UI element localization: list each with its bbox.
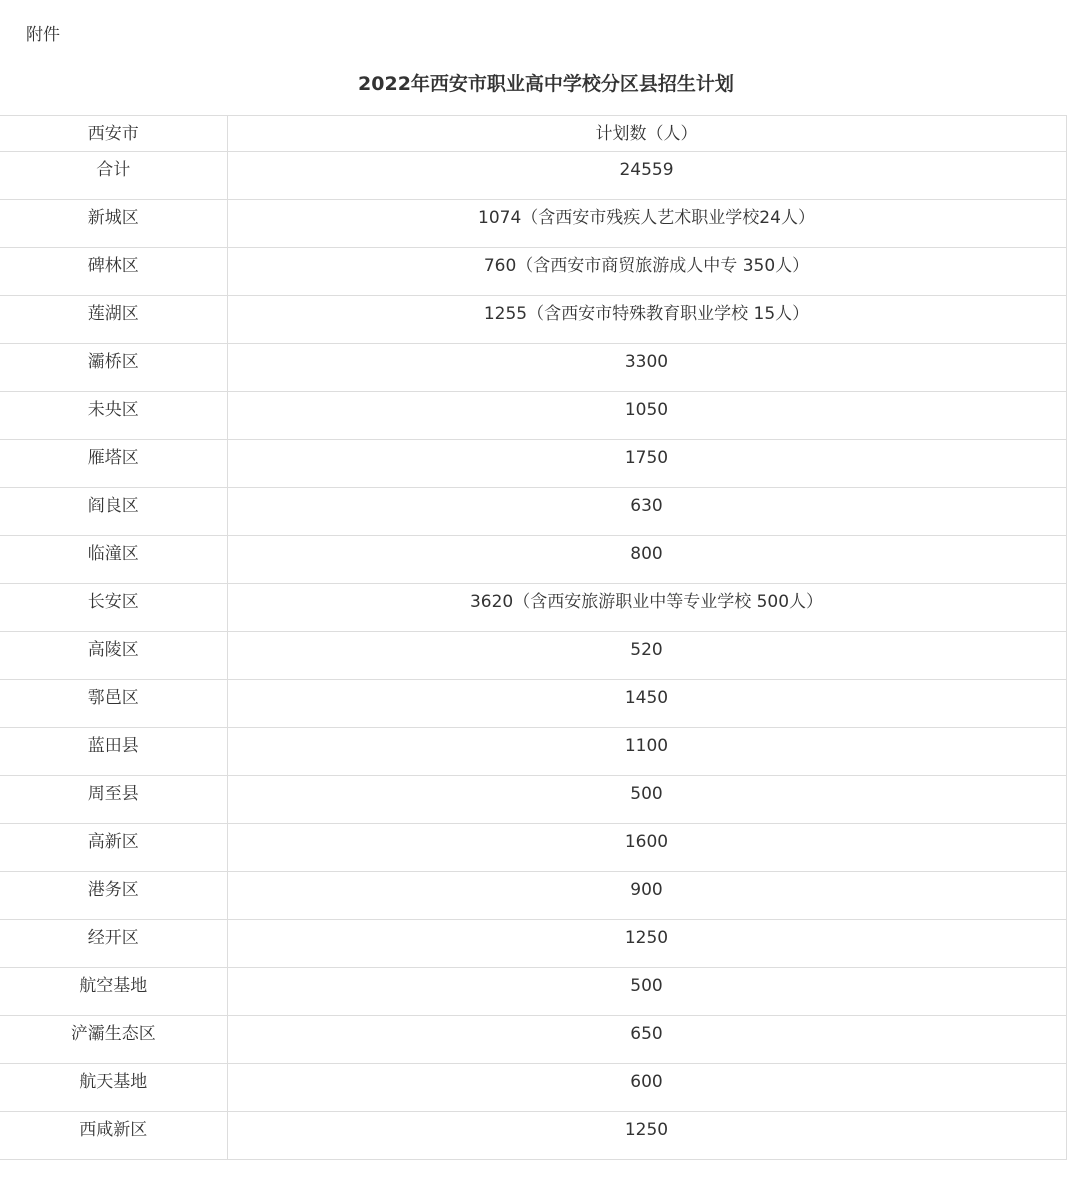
table-row	[0, 584, 1066, 632]
district-cell: 鄠邑区	[0, 680, 227, 728]
district-cell: 碑林区	[0, 248, 227, 296]
plan-count-cell: 1074（含西安市残疾人艺术职业学校24人）	[227, 200, 1066, 248]
plan-count-cell: 500	[227, 776, 1066, 824]
district-cell: 高陵区	[0, 632, 227, 680]
table-row	[0, 296, 1066, 344]
plan-count-cell: 24559	[227, 152, 1066, 200]
plan-count-cell: 3300	[227, 344, 1066, 392]
plan-count-cell: 1050	[227, 392, 1066, 440]
header-district: 西安市	[0, 116, 227, 152]
plan-count-cell: 630	[227, 488, 1066, 536]
plan-count-cell: 600	[227, 1064, 1066, 1112]
district-cell: 经开区	[0, 920, 227, 968]
table-header-row	[0, 116, 1066, 152]
district-cell: 港务区	[0, 872, 227, 920]
plan-count-cell: 760（含西安市商贸旅游成人中专 350人）	[227, 248, 1066, 296]
plan-count-cell: 1100	[227, 728, 1066, 776]
table-row	[0, 1112, 1066, 1160]
plan-count-cell: 1255（含西安市特殊教育职业学校 15人）	[227, 296, 1066, 344]
district-cell: 合计	[0, 152, 227, 200]
table-row	[0, 824, 1066, 872]
plan-count-cell: 900	[227, 872, 1066, 920]
district-cell: 长安区	[0, 584, 227, 632]
plan-count-cell: 1250	[227, 920, 1066, 968]
table-row	[0, 488, 1066, 536]
table-row	[0, 632, 1066, 680]
table-row	[0, 1016, 1066, 1064]
district-cell: 航空基地	[0, 968, 227, 1016]
table-row	[0, 680, 1066, 728]
table-row	[0, 1064, 1066, 1112]
table-row	[0, 248, 1066, 296]
plan-count-cell: 650	[227, 1016, 1066, 1064]
district-cell: 高新区	[0, 824, 227, 872]
header-plan-count: 计划数（人）	[227, 116, 1066, 152]
plan-count-cell: 1450	[227, 680, 1066, 728]
table-row	[0, 152, 1066, 200]
district-cell: 未央区	[0, 392, 227, 440]
district-cell: 西咸新区	[0, 1112, 227, 1160]
table-row	[0, 440, 1066, 488]
plan-count-cell: 1600	[227, 824, 1066, 872]
plan-count-cell: 800	[227, 536, 1066, 584]
table-row	[0, 776, 1066, 824]
table-row	[0, 920, 1066, 968]
table-row	[0, 728, 1066, 776]
table-row	[0, 968, 1066, 1016]
district-cell: 雁塔区	[0, 440, 227, 488]
district-cell: 灞桥区	[0, 344, 227, 392]
table-row	[0, 200, 1066, 248]
table-row	[0, 872, 1066, 920]
district-cell: 浐灞生态区	[0, 1016, 227, 1064]
table-row	[0, 344, 1066, 392]
district-cell: 莲湖区	[0, 296, 227, 344]
plan-count-cell: 1250	[227, 1112, 1066, 1160]
table-body	[0, 116, 1066, 1160]
attachment-label: 附件	[26, 25, 60, 45]
plan-count-cell: 500	[227, 968, 1066, 1016]
plan-count-cell: 520	[227, 632, 1066, 680]
district-cell: 航天基地	[0, 1064, 227, 1112]
enrollment-plan-table	[0, 115, 1067, 1160]
district-cell: 周至县	[0, 776, 227, 824]
plan-count-cell: 3620（含西安旅游职业中等专业学校 500人）	[227, 584, 1066, 632]
plan-count-cell: 1750	[227, 440, 1066, 488]
district-cell: 新城区	[0, 200, 227, 248]
district-cell: 蓝田县	[0, 728, 227, 776]
table-row	[0, 392, 1066, 440]
page-title: 2022年西安市职业高中学校分区县招生计划	[358, 73, 734, 95]
district-cell: 阎良区	[0, 488, 227, 536]
district-cell: 临潼区	[0, 536, 227, 584]
table-row	[0, 536, 1066, 584]
